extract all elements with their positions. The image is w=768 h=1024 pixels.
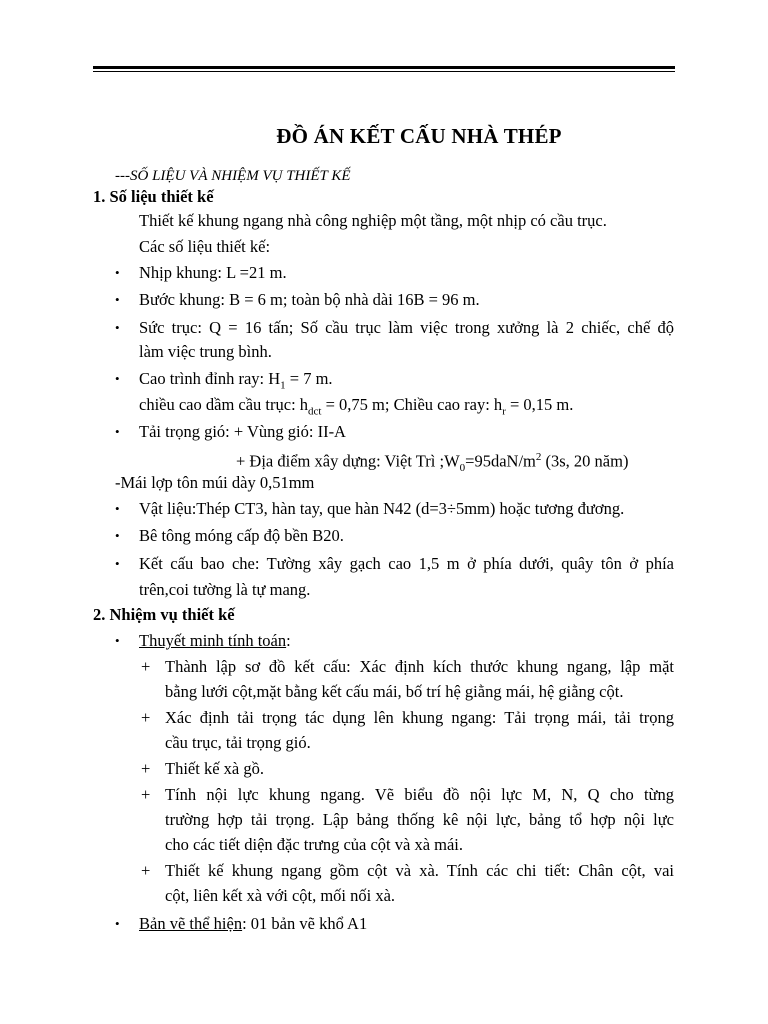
task-line: cột, liên kết xà với cột, mối nối xà. bbox=[165, 886, 396, 905]
header-rule-thin bbox=[93, 71, 675, 72]
crane-line-1: Sức trục: Q = 16 tấn; Số cầu trục làm việc trong xưởng là 2 chiếc, chế độ bbox=[139, 318, 674, 337]
plus-icon: + bbox=[141, 708, 151, 727]
task-line: cầu trục, tải trọng gió. bbox=[165, 733, 311, 752]
task-line: bằng lưới cột,mặt bằng kết cấu mái, bố trí hệ giằng mái, hệ giằng cột. bbox=[165, 682, 624, 701]
task-line: trường hợp tải trọng. Lập bảng thống kê nội lực, bảng tổ hợp nội lực bbox=[165, 810, 674, 829]
header-rule-thick bbox=[93, 66, 675, 69]
document-title: ĐỒ ÁN KẾT CẤU NHÀ THÉP bbox=[276, 124, 562, 148]
bullet-icon: • bbox=[115, 501, 120, 516]
bullet-icon: • bbox=[115, 292, 120, 307]
crane-line-2: làm việc trung bình. bbox=[139, 342, 272, 361]
plus-icon: + bbox=[141, 657, 151, 676]
material-item: Vật liệu:Thép CT3, hàn tay, que hàn N42 (d=3÷5mm) hoặc tương đương. bbox=[139, 499, 625, 518]
beam-item: chiều cao dầm cầu trục: $h_{dct} = 0,75$ m; Chiều cao ray: $h_r = 0,15$ m. bbox=[139, 395, 574, 418]
enclosure-line-2: trên,coi tường là tự mang. bbox=[139, 580, 311, 599]
bullet-icon: • bbox=[115, 528, 120, 543]
step-item: Bước khung: B = 6 m; toàn bộ nhà dài 16B = 96 m. bbox=[139, 290, 480, 309]
task-line: Thiết kế xà gồ. bbox=[165, 759, 264, 778]
section1-heading: 1. Số liệu thiết kế bbox=[93, 187, 214, 206]
intro-line-1: Thiết kế khung ngang nhà công nghiệp một tầng, một nhịp có cầu trục. bbox=[139, 211, 607, 230]
bullet-icon: • bbox=[115, 556, 120, 571]
calc-item: Thuyết minh tính toán: bbox=[139, 631, 291, 650]
bullet-icon: • bbox=[115, 265, 120, 280]
plus-icon: + bbox=[141, 785, 151, 804]
bullet-icon: • bbox=[115, 633, 120, 648]
span-item: Nhịp khung: L =21 m. bbox=[139, 263, 287, 282]
task-line: cho các tiết diện đặc trưng của cột và xà mái. bbox=[165, 835, 464, 854]
task-line: Xác định tải trọng tác dụng lên khung ngang: Tải trọng mái, tải trọng bbox=[165, 708, 674, 727]
task-line: Tính nội lực khung ngang. Vẽ biểu đồ nội lực M, N, Q cho từng bbox=[165, 785, 674, 804]
bullet-icon: • bbox=[115, 916, 120, 931]
section2-heading: 2. Nhiệm vụ thiết kế bbox=[93, 605, 235, 624]
bullet-icon: • bbox=[115, 424, 120, 439]
plus-icon: + bbox=[141, 861, 151, 880]
task-line: Thiết kế khung ngang gồm cột và xà. Tính các chi tiết: Chân cột, vai bbox=[165, 861, 674, 880]
roof-item: -Mái lợp tôn múi dày 0,51mm bbox=[115, 473, 315, 492]
intro-line-2: Các số liệu thiết kế: bbox=[139, 237, 271, 256]
rail-item: Cao trình đỉnh ray: $H_1 = 7$ m. bbox=[139, 369, 333, 392]
document-subtitle: ---SỐ LIỆU VÀ NHIỆM VỤ THIẾT KẾ bbox=[115, 168, 351, 184]
wind-line-2: + Địa điểm xây dựng: Việt Trì $;W_0=95daN/m^2$ (3s, 20 năm) bbox=[236, 451, 629, 474]
plus-icon: + bbox=[141, 759, 151, 778]
concrete-item: Bê tông móng cấp độ bền B20. bbox=[139, 526, 344, 545]
bullet-icon: • bbox=[115, 371, 120, 386]
wind-line-1: Tải trọng gió: + Vùng gió: II-A bbox=[139, 422, 346, 441]
task-line: Thành lập sơ đồ kết cấu: Xác định kích thước khung ngang, lập mặt bbox=[165, 657, 674, 676]
bullet-icon: • bbox=[115, 320, 120, 335]
drawing-item: Bản vẽ thể hiện: 01 bản vẽ khổ A1 bbox=[139, 914, 368, 933]
enclosure-line-1: Kết cấu bao che: Tường xây gạch cao 1,5 m ở phía dưới, quây tôn ở phía bbox=[139, 554, 674, 573]
